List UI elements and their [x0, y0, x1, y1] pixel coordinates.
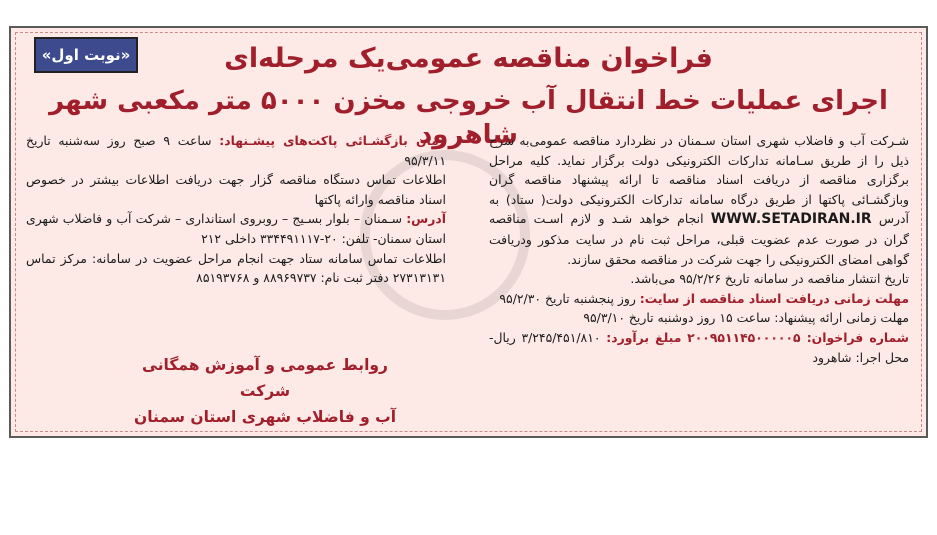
doc-deadline-label: مهلت زمانی دریافت اسناد مناقصه از سایت: [639, 290, 909, 306]
opening-time [26, 131, 446, 170]
estimate-value: ۳/۲۴۵/۴۵۱/۸۱۰ ریال- محل اجرا: شاهرود [489, 329, 909, 365]
address-label: آدرس: [406, 211, 446, 227]
doc-deadline-value: روز پنجشنبه تاریخ ۹۵/۲/۳۰ [499, 290, 636, 306]
signature-line-1: روابط عمومی و آموزش همگانی شرکت [142, 356, 388, 400]
signature [120, 352, 410, 430]
right-column [489, 131, 909, 367]
address-value: سـمنان – بلوار بسـیج – روبروی استانداری – شرکت آب و فاضلاب شهری استان سمنان- تلفن: ۲۰-۳۳۴۴۹۱۱۱۷ داخلی ۲۱۲ [26, 211, 446, 246]
tender-number-label: شماره فراخوان: ۲۰۰۹۵۱۱۴۵۰۰۰۰۰۵ [687, 329, 909, 345]
first-round-badge: «نوبت اول» [34, 37, 138, 73]
intro-text: شـرکت آب و فاضلاب شهری استان سـمنان در نظردارد مناقصه عمومی‌به شرح ذیل را از طریق سـامانه تدارکات الکترونیکی دولت برگزار نماید. کلیه مراحل برگزاری مناقصه از دریافت اسناد مناقصه تا ارائه پیشنهاد مناقصه گران وبازگشـائی پاکتها از طریق درگاه سامانه تدارکات الکترونیکی دولت( ستاد) به آدرس [489, 133, 909, 227]
bid-deadline: مهلت زمانی ارائه پیشنهاد: ساعت ۱۵ روز دوشنبه تاریخ ۹۵/۳/۱۰ [583, 310, 909, 326]
left-column [26, 131, 446, 288]
notice-title: فراخوان مناقصه عمومی‌یک مرحله‌ای [224, 43, 713, 74]
setad-url: WWW.SETADIRAN.IR [710, 211, 872, 228]
opening-label: زمان بازگشـائی پاکت‌های پیشـنهاد: [219, 133, 446, 148]
notice-subtitle: اجرای عملیات خط انتقال آب خروجی مخزن ۵۰۰۰ متر مکعبی شهر شاهرود [49, 86, 888, 150]
opening-value: ساعت ۹ صبح روز سه‌شنبه تاریخ ۹۵/۳/۱۱ [26, 133, 446, 168]
contact-info: اطلاعات تماس دستگاه مناقصه گزار جهت دریافت اطلاعات بیشتر در خصوص اسناد مناقصه وارائه پاکتها [26, 172, 446, 207]
doc-deadline [489, 289, 909, 309]
publish-date: تاریخ انتشار مناقصه در سامانه تاریخ ۹۵/۲/۲۶ می‌باشد. [630, 271, 909, 287]
tender-number [489, 328, 909, 367]
signature-line-2: آب و فاضلاب شهری استان سمنان [133, 408, 397, 426]
intro-text-cont: انجام خواهد شـد و لازم اسـت مناقصه گران در صورت عدم عضویت قبلی، مراحل ثبت نام در سایت مذکور ودریافت گواهی امضای الکترونیکی را جهت شرکت در مناقصه محقق سازند. [489, 211, 909, 267]
estimate-label: مبلغ برآورد: [606, 329, 682, 345]
setad-contact: اطلاعات تماس سامانه ستاد جهت انجام مراحل عضویت در سامانه: مرکز تماس ۲۷۳۱۳۱۳۱ دفتر ثبت نام: ۸۸۹۶۹۷۳۷ و ۸۵۱۹۳۷۶۸ [26, 250, 446, 286]
address [26, 209, 446, 248]
